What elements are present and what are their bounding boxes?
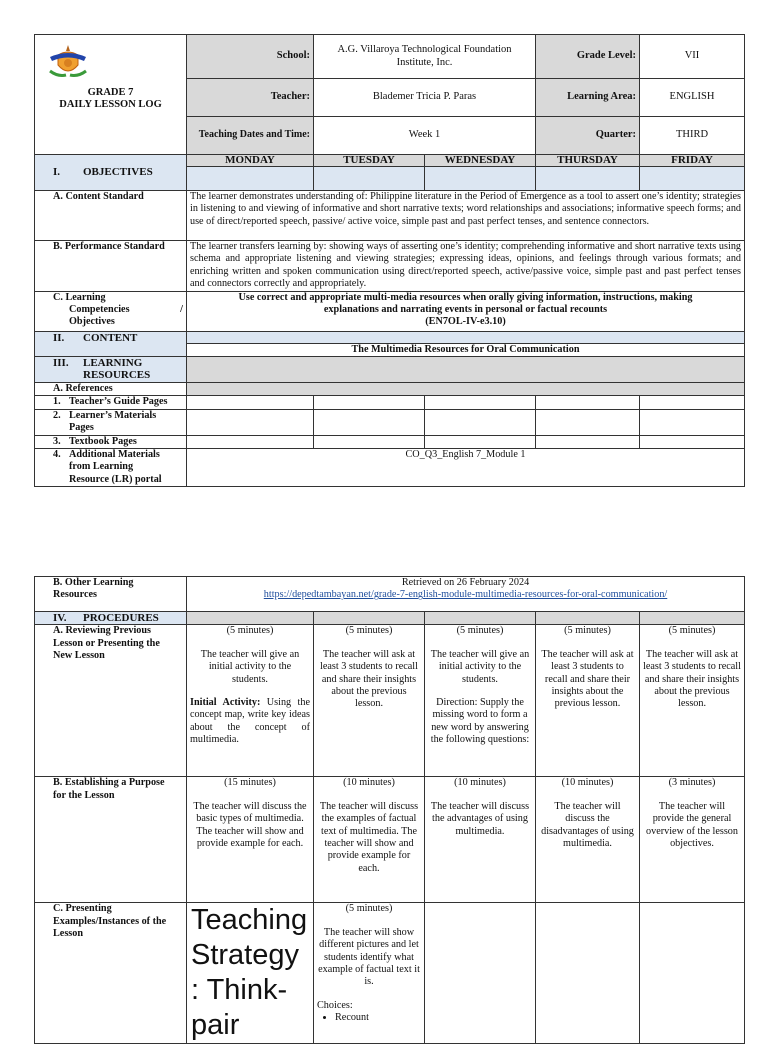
objective-cell-wednesday [425,167,536,191]
competencies-label-slash: / [180,304,183,316]
grade-title: GRADE 7 [87,87,134,98]
teacher-label: Teacher: [187,79,314,117]
section-number: IV. [53,612,67,624]
day-header-thursday: THURSDAY [536,155,640,167]
objective-cell-monday [187,167,314,191]
time-allotment: (5 minutes) [226,625,274,637]
activity-lead: Initial Activity: [190,697,261,709]
time-allotment: (5 minutes) [345,903,393,915]
tb-thursday [536,435,640,448]
choices-list [317,1012,421,1024]
proc-header-thursday [536,612,640,625]
competencies-label [35,291,187,331]
time-allotment: (10 minutes) [454,777,506,789]
item-label: Textbook Pages [69,435,137,447]
tb-friday [640,435,745,448]
section-title: CONTENT [83,331,138,344]
day-header-friday: FRIDAY [640,155,745,167]
reviewing-thursday [536,625,640,777]
time-allotment: (5 minutes) [456,625,504,637]
item-number: 3. [53,435,61,447]
content-standard-text: The learner demonstrates understanding of: Philippine literature in the Period of Emergence as a tool to assert one’s identity; strategies in listening to and viewing of informative and short narrative texts; word relationships and associations; informative speech forms; and use of direct/reported speech, passive/ active voice, simple past and past perfect tenses, and sentence connectors. [187,191,745,241]
activity-text: The teacher will show different pictures and let students identify what example of factual text it is. [318,926,420,988]
item-label: Teacher’s Guide Pages [69,396,168,408]
objective-cell-friday [640,167,745,191]
content-section-header [35,331,187,356]
activity-text: The teacher will give an initial activity to the students. [200,648,300,685]
lm-friday [640,409,745,435]
competencies-label-line2: Competencies [69,304,130,316]
other-resources-value [187,577,745,612]
competencies-label-line1: C. Learning [53,291,106,303]
school-label: School: [187,35,314,79]
references-label: A. References [35,383,187,396]
competencies-text [187,291,745,331]
time-allotment: (5 minutes) [668,625,716,637]
item-number: 2. [53,409,61,421]
presenting-tuesday [314,903,425,1044]
activity-text: The teacher will discuss the advantages of using multimedia. [430,800,530,837]
time-allotment: (5 minutes) [345,625,393,637]
activity-text: The teacher will discuss the disadvantages of using multimedia. [541,800,634,850]
performance-standard-text: The learner transfers learning by: showing ways of asserting one’s identity; comprehending informative and short narrative texts using schema and appropriate listening and viewing strategies; expressing ideas, opinions, and feelings through various formats; and enriching written and spoken communication using direct/reported speech, active/passive voice, simple past and past perfect tenses and connectors correctly and appropriately. [187,241,745,292]
activity-text: The teacher will discuss the basic types of multimedia. The teacher will show and provide example for each. [193,800,307,850]
content-standard-label: A. Content Standard [35,191,187,241]
section-number: III. [53,357,69,370]
retrieved-date: Retrieved on 26 February 2024 [401,577,530,588]
lesson-log-header-table [34,34,745,487]
lm-thursday [536,409,640,435]
grade-level-label: Grade Level: [536,35,640,79]
proc-header-wednesday [425,612,536,625]
competencies-description: Use correct and appropriate multi-media resources when orally giving information, instructions, making explanations and narrating events in personal or factual recounts [238,291,693,316]
activity-text: The teacher will provide the general overview of the lesson objectives. [646,800,738,850]
objective-cell-thursday [536,167,640,191]
presenting-monday: Teaching Strategy : Think-pair [187,903,314,1044]
tb-tuesday [314,435,425,448]
section-title-line2: RESOURCES [83,369,151,382]
item-label: Learner’s Materials Pages [69,409,157,434]
other-resources-label-text: B. Other Learning Resources [53,577,134,601]
tg-tuesday [314,396,425,409]
activity-detail: Direction: Supply the missing word to form a new word by answering the following questions: [430,697,530,746]
additional-materials-label [35,449,187,487]
section-number: II. [53,331,65,344]
content-blank-row [187,331,745,343]
purpose-thursday [536,777,640,903]
day-header-tuesday: TUESDAY [314,155,425,167]
activity-text: The teacher will give an initial activity to the students. [430,648,530,685]
textbook-pages-label [35,435,187,448]
proc-header-monday [187,612,314,625]
time-allotment: (10 minutes) [561,777,614,789]
learning-resources-section-header [35,357,187,383]
procedures-table [34,576,745,1044]
day-header-wednesday: WEDNESDAY [425,155,536,167]
day-header-monday: MONDAY [187,155,314,167]
additional-materials-value: CO_Q3_English 7_Module 1 [187,449,745,487]
activity-text: The teacher will ask at least 3 students to recall and share their insights about the previous lesson. [541,648,634,710]
tg-wednesday [425,396,536,409]
row-label-text: A. Reviewing Previous Lesson or Presenting the New Lesson [53,625,160,662]
activity-text: The teacher will discuss the examples of factual text of multimedia. The teacher will show and provide example for each. [319,800,419,874]
time-allotment: (15 minutes) [224,777,276,789]
purpose-wednesday [425,777,536,903]
choices-label: Choices: [317,999,353,1011]
section-title-line1: LEARNING [83,357,143,370]
time-allotment: (3 minutes) [668,777,716,789]
presenting-thursday [536,903,640,1044]
learners-materials-label [35,409,187,435]
resource-link[interactable]: https://depedtambayan.net/grade-7-english-module-multimedia-resources-for-oral-communication/ [263,589,668,601]
row-label-text: C. Presenting Examples/Instances of the Lesson [53,903,167,940]
teacher-value: Blademer Tricia P. Paras [314,79,536,117]
reviewing-friday [640,625,745,777]
presenting-wednesday [425,903,536,1044]
proc-header-friday [640,612,745,625]
presenting-friday [640,903,745,1044]
item-number: 4. [53,449,61,461]
school-value: A.G. Villaroya Technological Foundation Institute, Inc. [314,35,536,79]
dates-label: Teaching Dates and Time: [187,117,314,155]
purpose-tuesday [314,777,425,903]
purpose-monday [187,777,314,903]
dll-title: DAILY LESSON LOG [59,99,162,110]
learning-resources-blank [187,357,745,383]
tg-thursday [536,396,640,409]
time-allotment: (5 minutes) [564,625,611,637]
presenting-examples-label [35,903,187,1044]
lm-wednesday [425,409,536,435]
lm-tuesday [314,409,425,435]
choice-item: • Recount [335,1012,421,1024]
objective-cell-tuesday [314,167,425,191]
item-number: 1. [53,396,61,408]
learning-area-label: Learning Area: [536,79,640,117]
grade-level-value: VII [640,35,745,79]
tb-wednesday [425,435,536,448]
tb-monday [187,435,314,448]
learning-area-value: ENGLISH [640,79,745,117]
objectives-section-header [35,155,187,191]
content-value: The Multimedia Resources for Oral Communication [187,343,745,356]
section-number: I. [53,166,61,179]
dates-value: Week 1 [314,117,536,155]
quarter-label: Quarter: [536,117,640,155]
section-title: PROCEDURES [83,612,159,624]
procedures-section-header [35,612,187,625]
reviewing-tuesday [314,625,425,777]
competencies-label-line3: Objectives [69,316,115,328]
reviewing-wednesday [425,625,536,777]
tg-monday [187,396,314,409]
reviewing-lesson-label [35,625,187,777]
establishing-purpose-label [35,777,187,903]
school-seal-icon [46,43,90,83]
tg-friday [640,396,745,409]
reviewing-monday [187,625,314,777]
teachers-guide-label [35,396,187,409]
row-label-text: B. Establishing a Purpose for the Lesson [53,777,165,801]
purpose-friday [640,777,745,903]
lm-monday [187,409,314,435]
competencies-code: (EN7OL-IV-e3.10) [425,316,506,328]
quarter-value: THIRD [640,117,745,155]
proc-header-tuesday [314,612,425,625]
references-blank [187,383,745,396]
time-allotment: (10 minutes) [343,777,395,789]
section-title: OBJECTIVES [83,166,153,179]
item-label: Additional Materials from Learning Resource (LR) portal [69,449,162,485]
activity-text: The teacher will ask at least 3 students to recall and share their insights about the previous lesson. [320,648,418,710]
performance-standard-label: B. Performance Standard [35,241,187,292]
other-resources-label [35,577,187,612]
activity-detail: Using the concept map, write key ideas about the concept of multimedia. [190,697,310,746]
title-cell [35,35,187,155]
activity-text: The teacher will ask at least 3 students to recall and share their insights about the previous lesson. [643,648,741,710]
